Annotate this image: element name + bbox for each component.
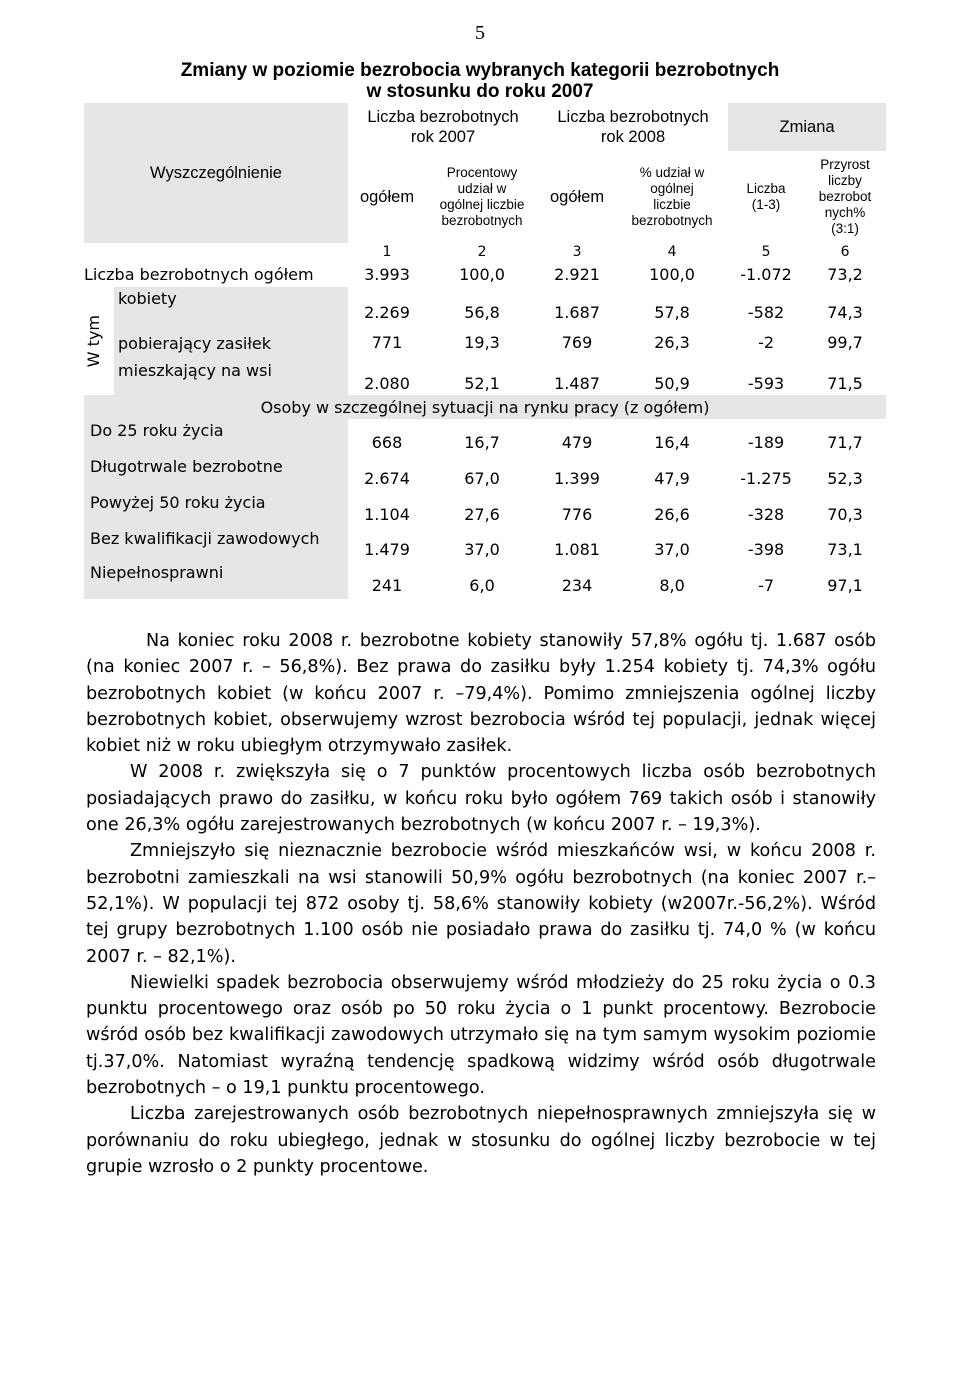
cell-value: 50,9 [616,359,728,395]
w-tym-label: W tym [84,314,103,368]
cell-value: 3.993 [348,261,426,287]
cell-value: 1.399 [538,455,616,491]
header-count-change [728,151,804,243]
unemployment-table [84,103,886,599]
cell-value: -189 [728,419,804,455]
table-row [84,419,886,455]
row-label: Niepełnosprawni [84,561,348,599]
header-group-2008-line-1: Liczba bezrobotnych [557,108,709,126]
table-row [84,527,886,561]
row-label: kobiety [114,287,348,325]
header-growth-line: nych% [824,205,866,220]
header-total-2008: ogółem [538,151,616,243]
header-group-2007-line-1: Liczba bezrobotnych [367,108,519,126]
header-share-2007-line: bezrobotnych [441,213,523,228]
cell-value: 71,7 [804,419,886,455]
header-growth [804,151,886,243]
cell-value: 776 [538,491,616,527]
cell-value: 2.921 [538,261,616,287]
cell-value: 52,1 [426,359,538,395]
cell-value: 19,3 [426,325,538,359]
table-row [84,261,886,287]
cell-value: 2.080 [348,359,426,395]
w-tym-cell [84,287,114,395]
column-number: 6 [804,243,886,261]
section-header-row [84,395,886,419]
cell-value: 73,1 [804,527,886,561]
header-share-2008-line: bezrobotnych [631,213,713,228]
header-share-2007-line: udział w [457,181,507,196]
cell-value: 771 [348,325,426,359]
row-label: Bez kwalifikacji zawodowych [84,527,348,561]
cell-value: 668 [348,419,426,455]
header-share-2007-line: Procentowy [446,165,518,180]
cell-value: 100,0 [426,261,538,287]
cell-value: 57,8 [616,287,728,325]
column-number: 2 [426,243,538,261]
column-number: 1 [348,243,426,261]
cell-value: 1.687 [538,287,616,325]
cell-value: 234 [538,561,616,599]
row-label: Liczba bezrobotnych ogółem [84,261,348,287]
table-row [84,455,886,491]
paragraph: Zmniejszyło się nieznacznie bezrobocie wśród mieszkańców wsi, w końcu 2008 r. bezrobotni zamieszkali na wsi stanowili 50,9% ogółu bezrobotnych (na koniec 2007 r.– 52,1%). W populacji tej 872 osoby tj. 58,6% stanowiły kobiety (w2007r.-56,2%). Wśród tej grupy bezrobotnych 1.100 osób nie posiadało prawa do zasiłku tj. 74,0 % (w końcu 2007 r. – 82,1%). [86,841,876,967]
cell-value: 71,5 [804,359,886,395]
table-title-line-2: w stosunku do roku 2007 [366,81,594,102]
header-change: Zmiana [728,103,886,151]
header-count-change-line: (1-3) [751,197,781,212]
header-total-2007: ogółem [348,151,426,243]
cell-value: 74,3 [804,287,886,325]
cell-value: 37,0 [616,527,728,561]
header-growth-line: bezrobot [818,189,872,204]
cell-value: 1.479 [348,527,426,561]
cell-value: 6,0 [426,561,538,599]
cell-value: 8,0 [616,561,728,599]
section-label: Osoby w szczególnej sytuacji na rynku pracy (z ogółem) [84,395,886,419]
table-row [84,491,886,527]
page-number: 5 [475,22,485,44]
paragraph: Liczba zarejestrowanych osób bezrobotnych niepełnosprawnych zmniejszyła się w porównaniu do roku ubiegłego, jednak w stosunku do ogólnej liczby bezrobocie w tej grupie wzrosło o 2 punkty procentowe. [86,1104,876,1177]
header-share-2007 [426,151,538,243]
cell-value: 1.081 [538,527,616,561]
cell-value: 2.269 [348,287,426,325]
cell-value: 97,1 [804,561,886,599]
cell-value: 479 [538,419,616,455]
cell-value: 56,8 [426,287,538,325]
header-share-2008-line: % udział w [639,165,705,180]
header-growth-line: (3:1) [831,221,859,236]
cell-value: -7 [728,561,804,599]
table-title [84,60,876,102]
header-growth-line: liczby [828,173,862,188]
row-label: pobierający zasiłek [114,325,348,359]
header-group-2008-line-2: rok 2008 [600,128,666,146]
cell-value: 1.487 [538,359,616,395]
header-category: Wyszczególnienie [84,103,348,243]
cell-value: 67,0 [426,455,538,491]
header-share-2008 [616,151,728,243]
cell-value: 26,6 [616,491,728,527]
paragraph: W 2008 r. zwiększyła się o 7 punktów procentowych liczba osób bezrobotnych posiadających prawo do zasiłku, w końcu roku było ogółem 769 takich osób i stanowiły one 26,3% ogółu zarejestrowanych bezrobotnych (w końcu 2007 r. – 19,3%). [86,762,876,836]
header-group-2008 [538,103,728,151]
column-number-spacer [84,243,348,261]
row-label: Długotrwale bezrobotne [84,455,348,491]
header-share-2007-line: ogólnej liczbie [439,197,525,212]
cell-value: 241 [348,561,426,599]
body-text [86,628,876,1180]
row-label: Powyżej 50 roku życia [84,491,348,527]
cell-value: 27,6 [426,491,538,527]
cell-value: 26,3 [616,325,728,359]
header-group-2007 [348,103,538,151]
column-number: 5 [728,243,804,261]
paragraph: Niewielki spadek bezrobocia obserwujemy wśród młodzieży do 25 roku życia o 0.3 punktu procentowego oraz osób po 50 roku życia o 1 punkt procentowy. Bezrobocie wśród osób bez kwalifikacji zawodowych utrzymało się na tym samym wysokim poziomie tj.37,0%. Natomiast wyraźną tendencję spadkową widzimy wśród osób długotrwale bezrobotnych – o 19,1 punktu procentowego. [86,972,876,1099]
header-growth-line: Przyrost [820,157,870,172]
column-number: 3 [538,243,616,261]
cell-value: 769 [538,325,616,359]
cell-value: 70,3 [804,491,886,527]
cell-value: -1.072 [728,261,804,287]
cell-value: 16,4 [616,419,728,455]
header-share-2008-line: ogólnej [650,181,694,196]
cell-value: 1.104 [348,491,426,527]
cell-value: -593 [728,359,804,395]
cell-value: 47,9 [616,455,728,491]
row-label: mieszkający na wsi [114,359,348,395]
cell-value: 2.674 [348,455,426,491]
table-row [84,359,886,395]
cell-value: 100,0 [616,261,728,287]
table-row [84,287,886,325]
cell-value: 52,3 [804,455,886,491]
cell-value: -2 [728,325,804,359]
table-title-line-1: Zmiany w poziomie bezrobocia wybranych kategorii bezrobotnych [180,60,780,81]
cell-value: 99,7 [804,325,886,359]
cell-value: -1.275 [728,455,804,491]
cell-value: -398 [728,527,804,561]
header-share-2008-line: liczbie [653,197,691,212]
cell-value: 37,0 [426,527,538,561]
table-row [84,561,886,599]
cell-value: 16,7 [426,419,538,455]
paragraph: Na koniec roku 2008 r. bezrobotne kobiety stanowiły 57,8% ogółu tj. 1.687 osób (na koniec 2007 r. – 56,8%). Bez prawa do zasiłku były 1.254 kobiety tj. 74,3% ogółu bezrobotnych kobiet (w końcu 2007 r. –79,4%). Pomimo zmniejszenia ogólnej liczby bezrobotnych kobiet, obserwujemy wzrost bezrobocia wśród tej populacji, jednak więcej kobiet niż w roku ubiegłym otrzymywało zasiłek. [86,631,876,757]
header-count-change-line: Liczba [746,181,786,196]
cell-value: -328 [728,491,804,527]
table-row [84,325,886,359]
header-group-2007-line-2: rok 2007 [410,128,476,146]
row-label: Do 25 roku życia [84,419,348,455]
column-number: 4 [616,243,728,261]
cell-value: 73,2 [804,261,886,287]
cell-value: -582 [728,287,804,325]
